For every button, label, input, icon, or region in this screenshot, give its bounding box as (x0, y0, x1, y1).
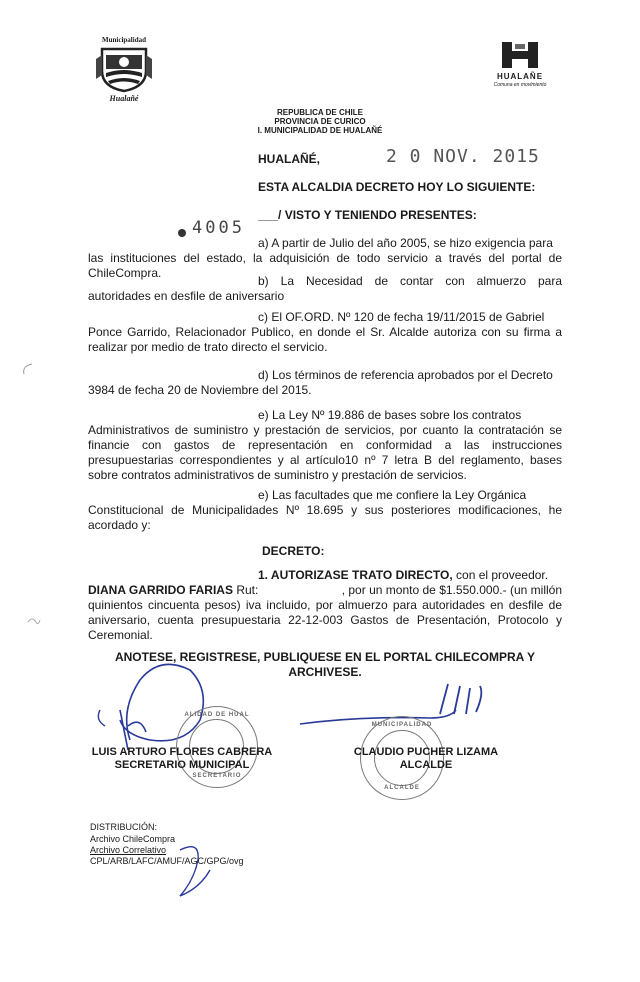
consideration-b-first: b) La Necesidad de contar con almuerzo para (258, 274, 562, 288)
consideration-a-first: a) A partir de Julio del año 2005, se hizo exigencia para (258, 236, 553, 250)
right-seal-top-text: MUNICIPALIDAD (371, 722, 433, 728)
right-signer-name: CLAUDIO PUCHER LIZAMA (353, 746, 499, 758)
consideration-e1-first: e) La Ley Nº 19.886 de bases sobre los contratos (258, 408, 522, 422)
municipal-crest-logo (88, 36, 160, 106)
consideration-e2 (88, 488, 562, 533)
consideration-e1 (88, 408, 562, 483)
decreto-item-1-rest: , por un monto de $1.550.000.- (un millón quinientos cincuenta pesos) iva incluido, por almuerzo para autoridades en desfile de aniversario, cuenta presupuestaria 22-12-003 Gastos de Presentación, Protocolo y Ceremonial. (88, 583, 563, 642)
consideration-d-rest: 3984 de fecha 20 de Noviembre del 2015. (88, 383, 312, 397)
left-signer-name: LUIS ARTURO FLORES CABRERA (91, 746, 273, 758)
consideration-b (88, 274, 562, 304)
consideration-c (88, 310, 562, 355)
decree-number: 4005 (192, 218, 245, 238)
crest-top-text: Municipalidad (102, 36, 146, 44)
consideration-b-rest: autoridades en desfile de aniversario (88, 289, 285, 303)
distribution-item-2: Archivo Correlativo (90, 845, 167, 855)
header-municipality: I. MUNICIPALIDAD DE HUALAÑÉ (257, 126, 383, 135)
consideration-c-rest: Ponce Garrido, Relacionador Publico, en donde el Sr. Alcalde autoriza con su firma a realizar por medio de trato directo el servicio. (88, 325, 562, 354)
consideration-d-first: d) Los términos de referencia aprobados por el Decreto (258, 368, 553, 382)
decree-intro: ESTA ALCALDIA DECRETO HOY LO SIGUIENTE: (258, 180, 536, 194)
visto-title: / VISTO Y TENIENDO PRESENTES: (278, 208, 477, 222)
right-signer-title: ALCALDE (399, 759, 453, 771)
crest-shield-icon (96, 45, 152, 93)
visto-number-line: ___ (258, 208, 279, 222)
consideration-e2-first: e) Las facultades que me confiere la Ley Orgánica (258, 488, 527, 502)
distribution-signature-scribble (170, 840, 230, 900)
brand-name: HUALAÑE (496, 72, 544, 81)
margin-mark-icon (20, 362, 34, 376)
decreto-item-1-line (88, 568, 562, 583)
right-seal-bottom-text: ALCALDE (384, 785, 420, 791)
visto-heading (258, 208, 477, 222)
distribution-title: DISTRIBUCIÓN: (90, 822, 158, 832)
consideration-a-rest: las instituciones del estado, la adquisición de todo servicio a través del portal de ChileCompra. (88, 251, 562, 280)
consideration-d (88, 368, 562, 398)
crest-bottom-text: Hualañé (109, 94, 139, 103)
provider-rut-label: Rut: (232, 583, 262, 597)
decreto-item-1-body (88, 583, 562, 643)
decreto-title: DECRETO: (262, 544, 325, 558)
header-republic: REPUBLICA DE CHILE (277, 108, 363, 117)
decreto-item-1 (88, 568, 562, 643)
distribution-item-3: CPL/ARB/LAFC/AMUF/AGC/GPG/ovg (90, 856, 244, 866)
closing-line-2: ARCHIVESE. (288, 665, 362, 679)
consideration-e2-rest: Constitucional de Municipalidades Nº 18.695 y sus posteriores modificaciones, he acordado y: (88, 503, 562, 532)
distribution-item-1: Archivo ChileCompra (90, 834, 176, 844)
decreto-item-1-after: con el proveedor. (452, 568, 549, 582)
closing-line-1: ANOTESE, REGISTRESE, PUBLIQUESE EN EL PORTAL CHILECOMPRA Y (114, 650, 536, 664)
brand-tagline: Comuna en movimiento (493, 82, 547, 88)
date-stamp: 2 0 NOV. 2015 (386, 146, 540, 167)
date-place: HUALAÑÉ, (258, 152, 320, 166)
left-seal-top-text: ALIDAD DE HUAL (184, 712, 250, 718)
decreto-item-1-head: 1. AUTORIZASE TRATO DIRECTO, (258, 568, 453, 582)
margin-mark-icon (26, 614, 42, 630)
hualane-brand-logo (490, 40, 550, 96)
left-seal-bottom-text: SECRETARIO (192, 773, 242, 779)
consideration-c-first: c) El OF.ORD. Nº 120 de fecha 19/11/2015 de Gabriel (258, 310, 545, 324)
consideration-e1-rest: Administrativos de suministro y prestación de servicios, por cuanto la contratación se financie con gastos de representación en conformidad a las instrucciones presupuestarias correspondientes y al artículo10 nº 7 letra B del reglamento, bases sobre contratos administrativos de suministro y prestación de servicios. (88, 423, 562, 482)
provider-name: DIANA GARRIDO FARIAS (88, 583, 233, 597)
left-signer-title: SECRETARIO MUNICIPAL (114, 759, 250, 771)
header-province: PROVINCIA DE CURICO (274, 117, 366, 126)
h-letter-icon (500, 40, 540, 70)
